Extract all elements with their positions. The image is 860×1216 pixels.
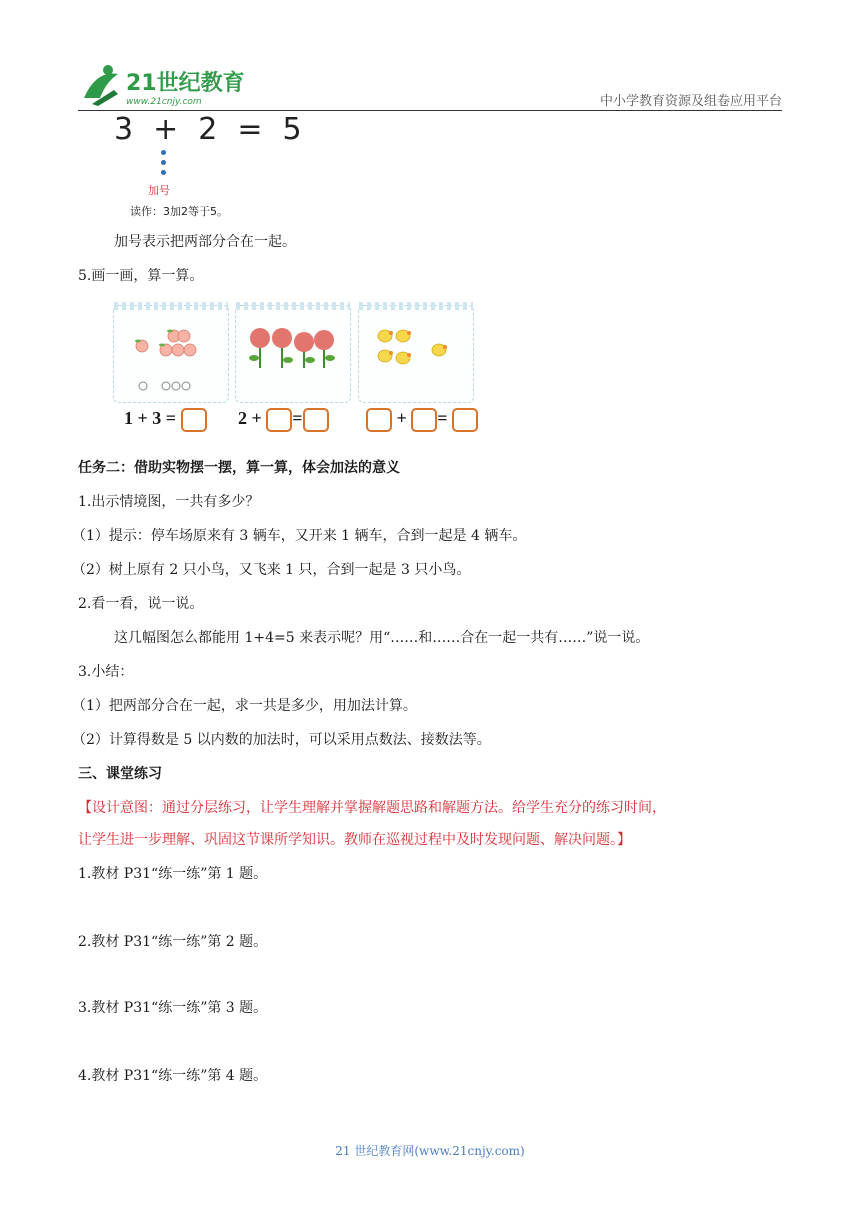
answer-box[interactable]: [266, 408, 292, 432]
eq-token: 2: [198, 112, 220, 147]
exercise-item: 3.教材 P31“练一练”第 3 题。: [78, 1000, 268, 1016]
peach-card: [113, 305, 229, 403]
equation-text: 1 + 3 =: [124, 408, 177, 429]
equation-text: 2 +: [238, 408, 262, 429]
duck-illustration: [359, 306, 473, 402]
exercise-item: 4.教材 P31“练一练”第 4 题。: [78, 1068, 268, 1084]
plus-meaning: 加号表示把两部分合在一起。: [114, 234, 296, 250]
equals-sign: =: [437, 408, 448, 429]
header-divider: [78, 110, 782, 111]
answer-box[interactable]: [452, 408, 478, 432]
task2-q1-hint2: （2）树上原有 2 只小鸟，又飞来 1 只，合到一起是 3 只小鸟。: [72, 562, 471, 578]
duck-card: [358, 305, 474, 403]
task2-q3: 3.小结：: [78, 664, 134, 680]
answer-box[interactable]: [303, 408, 329, 432]
peach-illustration: [114, 306, 228, 402]
flower-illustration: [236, 306, 350, 402]
logo-title: 21世纪教育: [126, 71, 245, 96]
card-edge: [359, 302, 473, 310]
task2-q2-text: 这几幅图怎么都能用 1+4=5 来表示呢？用“……和……合在一起一共有……”说一说。: [114, 630, 650, 646]
answer-box[interactable]: [411, 408, 437, 432]
fill-equation-1: [124, 408, 207, 432]
fill-equation-3: [366, 408, 478, 432]
logo-url: www.21cnjy.com: [126, 97, 202, 107]
card-edge: [114, 302, 228, 310]
task2-q1: 1.出示情境图，一共有多少？: [78, 494, 260, 510]
eq-token: +: [153, 112, 181, 147]
eq-token: 3: [114, 112, 136, 147]
task2-q2: 2.看一看，说一说。: [78, 596, 204, 612]
answer-box[interactable]: [366, 408, 392, 432]
exercise-item: 2.教材 P31“练一练”第 2 题。: [78, 934, 268, 950]
footer-text: 21 世纪教育网(www.21cnjy.com): [335, 1144, 525, 1158]
section3-title: 三、课堂练习: [78, 766, 162, 782]
flower-card: [235, 305, 351, 403]
fill-equation-2: [238, 408, 329, 432]
equals-sign: =: [292, 408, 303, 429]
site-logo: [78, 60, 258, 110]
equation-big: [114, 112, 322, 147]
design-intent-line1: 【设计意图：通过分层练习，让学生理解并掌握解题思路和解题方法。给学生充分的练习时间，: [78, 800, 666, 816]
exercise-item: 1.教材 P31“练一练”第 1 题。: [78, 866, 268, 882]
task2-title: 任务二：借助实物摆一摆，算一算，体会加法的意义: [78, 460, 400, 476]
eq-token: =: [237, 112, 265, 147]
task2-summary-2: （2）计算得数是 5 以内数的加法时，可以采用点数法、接数法等。: [72, 732, 491, 748]
pointer-dot: [161, 160, 166, 165]
draw-section-title: 5.画一画，算一算。: [78, 268, 204, 284]
pointer-dot: [161, 150, 166, 155]
read-as-text: 读作：3加2等于5。: [130, 205, 228, 218]
plus-sign: +: [396, 408, 407, 429]
task2-q1-hint1: （1）提示：停车场原来有 3 辆车，又开来 1 辆车，合到一起是 4 辆车。: [72, 528, 527, 544]
card-edge: [236, 302, 350, 310]
plus-sign-label: 加号: [148, 184, 170, 197]
pointer-dot: [161, 170, 166, 175]
header-platform-text: 中小学教育资源及组卷应用平台: [599, 94, 782, 109]
answer-box[interactable]: [181, 408, 207, 432]
eq-token: 5: [282, 112, 304, 147]
design-intent-line2: 让学生进一步理解、巩固这节课所学知识。教师在巡视过程中及时发现问题、解决问题。】: [78, 832, 631, 848]
task2-summary-1: （1）把两部分合在一起，求一共是多少，用加法计算。: [72, 698, 417, 714]
